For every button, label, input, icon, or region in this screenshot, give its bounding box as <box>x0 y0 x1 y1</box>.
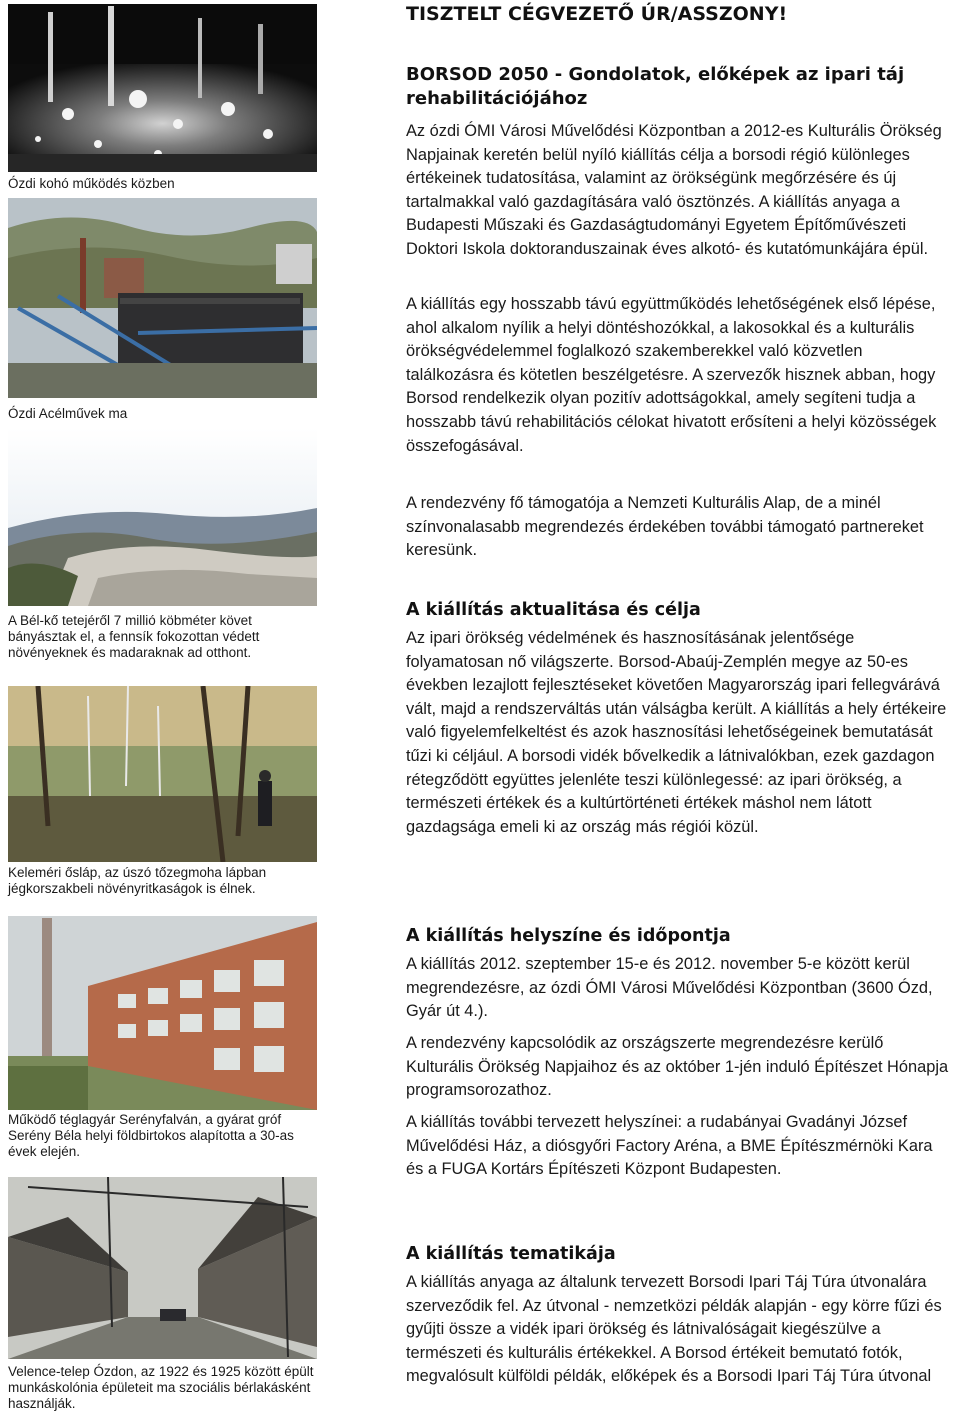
section-paragraph: A rendezvény kapcsolódik az országszerte megrendezésre kerülő Kulturális Örökség Napjaihoz és az október 1-jén induló Építészet Hónapja programsorozathoz. <box>406 1034 949 1100</box>
section-paragraph: A kiállítás 2012. szeptember 15-e és 2012. november 5-e között kerül megrendezésre, az ózdi ÓMI Városi Művelődési Központban (3600 Ózd, Gyár út 4.). <box>406 955 933 1021</box>
page-title: BORSOD 2050 - Gondolatok, előképek az ipari táj rehabilitációjához <box>406 64 905 109</box>
photo-workers-colony <box>8 1177 317 1359</box>
photo-steelworks-today <box>8 198 317 398</box>
intro-paragraph: A kiállítás egy hosszabb távú együttműködés lehetőségének első lépése, ahol alkalom nyílik a helyi döntéshozókkal, a lakosokkal és a kulturális örökségvédelemmel foglalkozó szakemberekkel való közvetlen találkozásra és kötetlen beszélgetésre. A szervezők hisznek abban, hogy Borsod rendelkezik olyan pozitív adottságokkal, amely segíteni tudja a hosszabb távú rehabilitációs célokat hivatott erősíteni a helyi közösségek összefogásával. <box>406 295 937 455</box>
photo-steelworks-night <box>8 4 317 172</box>
salutation-heading: TISZTELT CÉGVEZETŐ ÚR/ASSZONY! <box>406 3 788 25</box>
photo-caption: Működő téglagyár Serényfalván, a gyárat gróf Serény Béla helyi földbirtokos alapította a 30-as évek elején. <box>8 1112 294 1159</box>
section-heading: A kiállítás aktualitása és célja <box>406 600 701 620</box>
section-paragraph: Az ipari örökség védelmének és hasznosításának jelentősége folyamatosan nő világszerte. Borsod-Abaúj-Zemplén megye az 50-es években lezajlott fejlesztéseket követően Magyarország ipari fellegvárává vált, majd a rendszerváltás után válságba került. A kiállítás a hely értékeire való figyelemfelkeltést és azok hasznosítási lehetőségeinek bemutatását tűzi ki céljául. A borsodi vidék bővelkedik a látnivalókban, ezek gazdagon rétegződött együttes jelenléte teszi különlegessé: az ipari örökség, a természeti értékek és a kultúrtörténeti értékek máshol nem látott gazdagsága emeli ki az ország más régiói közül. <box>406 629 947 836</box>
intro-paragraph: Az ózdi ÓMI Városi Művelődési Központban a 2012-es Kulturális Örökség Napjainak keretén belül nyíló kiállítás célja a borsodi régió különleges értékeinek tudatosítása, valamint az örökségünk megőrzésére és új tartalmakkal való gazdagítására való ösztönzés. A kiállítás anyaga a Budapesti Műszaki és Gazdaságtudományi Egyetem Építőművészeti Doktori Iskola doktoranduszainak éves alkotó- és kutatómunkájára épül. <box>406 122 942 258</box>
section-heading: A kiállítás helyszíne és időpontja <box>406 926 731 946</box>
photo-caption: Velence-telep Ózdon, az 1922 és 1925 között épült munkáskolónia épületeit ma szociális bérlakásként használják. <box>8 1364 314 1411</box>
section-paragraph: A kiállítás további tervezett helyszínei: a rudabányai Gvadányi József Művelődési Ház, a diósgyőri Factory Aréna, a BME Építészmérnöki Kara és a FUGA Kortárs Építészeti Központ Budapesten. <box>406 1113 933 1179</box>
photo-quarry-landscape <box>8 428 317 606</box>
photo-caption: Ózdi Acélművek ma <box>8 406 128 421</box>
photo-caption: Ózdi kohó működés közben <box>8 176 175 191</box>
photo-caption: Keleméri ősláp, az úszó tőzegmoha lápban jégkorszakbeli növényritkaságok is élnek. <box>8 865 267 896</box>
intro-paragraph: A rendezvény fő támogatója a Nemzeti Kulturális Alap, de a minél színvonalasabb megrendezés érdekében további támogató partnereket keresünk. <box>406 494 924 560</box>
section-heading: A kiállítás tematikája <box>406 1244 616 1264</box>
photo-brick-wall <box>8 916 317 1110</box>
photo-caption: A Bél-kő tetejéről 7 millió köbméter követ bányásztak el, a fennsík fokozottan védett növényeknek és madaraknak ad otthont. <box>8 613 260 660</box>
photo-bog-forest <box>8 686 317 862</box>
section-paragraph: A kiállítás anyaga az általunk tervezett Borsodi Ipari Táj Túra útvonalára szerveződik fel. Az útvonal - nemzetközi példák alapján - egy körre fűzi és gyűjti össze a vidék ipari örökség és látnivalóságait kiegészülve a természeti és kulturális értékekkel. A Borsod értékeit bemutató fotók, megvalósult külföldi példák, előképek és a Borsodi Ipari Táj Túra útvonal <box>406 1273 942 1386</box>
